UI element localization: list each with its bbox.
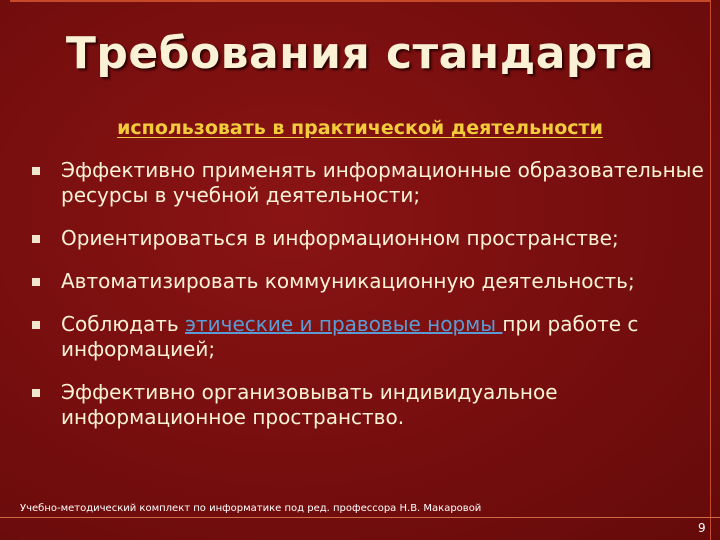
square-bullet-icon [32, 389, 40, 397]
square-bullet-icon [32, 278, 40, 286]
list-item-text: Эффективно применять информационные образовательные ресурсы в учебной деятельности; [61, 158, 704, 207]
frame-line-bottom [0, 517, 720, 518]
square-bullet-icon [32, 235, 40, 243]
footer-caption: Учебно-методический комплект по информатике под ред. профессора Н.В. Макаровой [20, 503, 482, 514]
list-item [22, 312, 712, 362]
list-item [22, 269, 712, 294]
list-item [22, 226, 712, 251]
ethics-norms-link[interactable]: этические и правовые нормы [185, 312, 503, 336]
list-item-text-before: Соблюдать [61, 312, 186, 336]
frame-line-top [10, 0, 710, 2]
page-number: 9 [698, 521, 706, 535]
list-item [22, 380, 712, 430]
list-item [22, 158, 712, 208]
list-item-text: Автоматизировать коммуникационную деятельность; [61, 269, 635, 293]
list-item-text: Ориентироваться в информационном пространстве; [61, 226, 619, 250]
square-bullet-icon [32, 321, 40, 329]
slide-subtitle: использовать в практической деятельности [117, 117, 603, 139]
list-item-text: Эффективно организовывать индивидуальное информационное пространство. [61, 380, 558, 429]
slide-title: Требования стандарта [65, 28, 655, 79]
square-bullet-icon [32, 167, 40, 175]
requirements-list [22, 158, 712, 448]
list-item-text-after: при работе с информацией; [61, 312, 639, 361]
